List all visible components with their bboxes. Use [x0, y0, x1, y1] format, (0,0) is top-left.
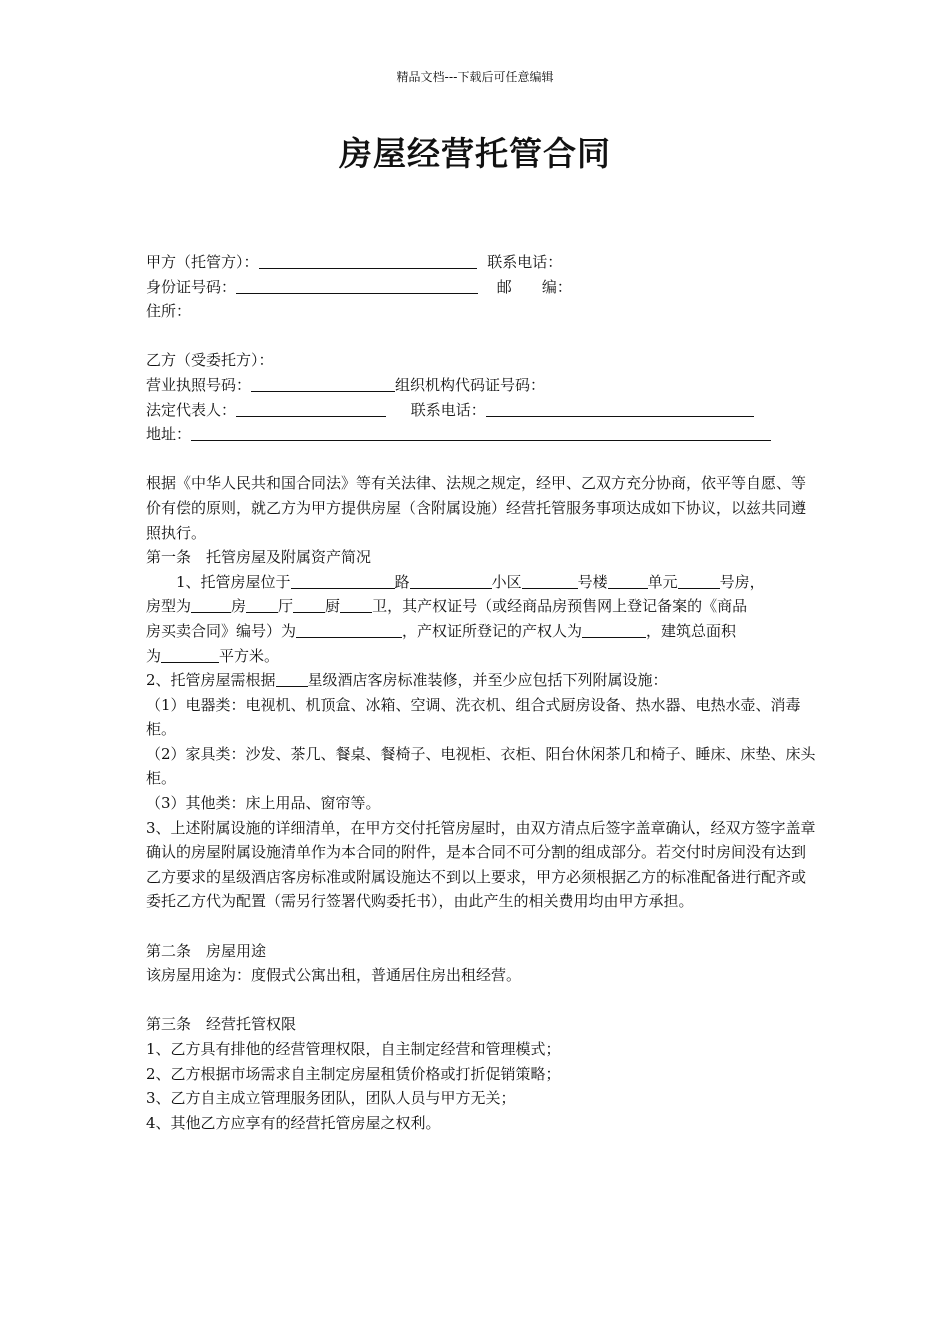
p1-text-area-prefix: 为	[146, 646, 162, 665]
p1-text-contract-no: 房买卖合同》编号）为	[146, 621, 297, 640]
bath-blank	[340, 595, 372, 613]
article-1-p2	[146, 668, 816, 693]
party-b-title: 乙方（受委托方）：	[146, 351, 274, 370]
p1-text-bedroom: 房	[231, 597, 247, 616]
party-a-post-label-2: 编：	[541, 277, 572, 296]
article-1-p3: 3、上述附属设施的详细清单，在甲方交付托管房屋时，由双方清点后签字盖章确认，经双方签字盖章确认的房屋附属设施清单作为本合同的附件，是本合同不可分割的组成部分。若交付时房间没有达到乙方要求的星级酒店客房标准或附属设施达不到以上要求，甲方必须根据乙方的标准配备进行配齐或委托乙方代为配置（需另行签署代购委托书），由此产生的相关费用均由甲方承担。	[146, 818, 816, 911]
article-3-item: 3、乙方自主成立管理服务团队，团队人员与甲方无关；	[146, 1089, 516, 1108]
p1-text-road: 路	[394, 572, 410, 591]
party-b-phone-blank	[486, 399, 754, 417]
p1-text-living: 厅	[278, 597, 294, 616]
party-b-org-code-label: 组织机构代码证号码：	[395, 375, 546, 394]
party-b-rep-label: 法定代表人：	[146, 400, 237, 419]
p2-text-start: 2、托管房屋需根据	[146, 671, 276, 690]
party-a-name-label: 甲方（托管方）：	[146, 253, 259, 271]
article-1-p1-line4	[146, 644, 816, 669]
owner-blank	[582, 620, 646, 638]
contract-no-blank	[296, 620, 402, 638]
bedroom-blank	[191, 595, 231, 613]
intro-paragraph: 根据《中华人民共和国合同法》等有关法律、法规之规定，经甲、乙双方充分协商，依平等自愿、等价有偿的原则，就乙方为甲方提供房屋（含附属设施）经营托管服务事项达成如下协议，以兹共同遵照执行。	[146, 474, 807, 542]
party-b-rep-row	[146, 398, 816, 423]
unit-blank	[608, 571, 648, 589]
party-a-id-blank	[236, 276, 478, 294]
party-b-license-label: 营业执照号码：	[146, 375, 252, 394]
article-3-item: 2、乙方根据市场需求自主制定房屋租赁价格或打折促销策略；	[146, 1064, 561, 1083]
article-1-p1-line1	[146, 570, 816, 595]
p1-text-location: 1、托管房屋位于	[176, 572, 291, 591]
party-a-id-row	[146, 275, 816, 300]
facility-item: （2）家具类：沙发、茶几、餐桌、餐椅子、电视柜、衣柜、阳台休闲茶几和椅子、睡床、床垫、床头柜。	[146, 744, 816, 788]
article-3-item: 4、其他乙方应享有的经营托管房屋之权利。	[146, 1113, 441, 1132]
p1-text-district: 小区	[491, 572, 522, 591]
article-1-p1-line2	[146, 594, 816, 619]
article-3-title: 第三条 经营托管权限	[146, 1015, 297, 1034]
party-b-license-blank	[251, 374, 395, 392]
p2-text-end: 星级酒店客房标准装修，并至少应包括下列附属设施：	[307, 671, 668, 690]
star-level-blank	[276, 669, 308, 687]
p1-text-unit: 单元	[647, 572, 678, 591]
party-b-address-row	[146, 422, 816, 447]
road-blank	[291, 571, 395, 589]
building-blank	[522, 571, 578, 589]
room-blank	[678, 571, 720, 589]
facility-item: （1）电器类：电视机、机顶盒、冰箱、空调、洗衣机、组合式厨房设备、热水器、电热水壶、消毒柜。	[146, 695, 801, 739]
p1-text-area: ，建筑总面积	[646, 621, 737, 640]
facility-item: （3）其他类：床上用品、窗帘等。	[146, 794, 381, 813]
living-blank	[246, 595, 278, 613]
party-b-address-label: 地址：	[146, 425, 192, 444]
article-2-text: 该房屋用途为：度假式公寓出租，普通居住房出租经营。	[146, 966, 522, 985]
party-b-phone-label: 联系电话：	[410, 400, 486, 419]
party-a-id-label: 身份证号码：	[146, 277, 237, 296]
p1-text-kitchen: 厨	[325, 597, 341, 616]
article-2-title: 第二条 房屋用途	[146, 941, 267, 960]
p1-text-area-unit: 平方米。	[219, 646, 280, 665]
contract-body	[146, 250, 816, 1135]
p1-text-building: 号楼	[577, 572, 608, 591]
p1-text-layout: 房型为	[146, 597, 192, 616]
party-b-address-blank	[191, 423, 771, 441]
party-a-name-blank	[259, 251, 477, 269]
area-blank	[161, 645, 219, 663]
party-a-post-label-1: 邮	[496, 277, 512, 296]
party-a-phone-label: 联系电话：	[487, 253, 563, 271]
document-title: 房屋经营托管合同	[339, 134, 611, 173]
party-b-license-row	[146, 373, 816, 398]
party-a-name-row	[146, 250, 816, 275]
page-header: 精品文档---下载后可任意编辑	[396, 70, 554, 84]
article-1-p1-line3	[146, 619, 816, 644]
p1-text-room: 号房，	[719, 572, 765, 591]
party-a-address-label: 住所：	[146, 302, 192, 321]
kitchen-blank	[293, 595, 325, 613]
p1-text-bath: 卫，其产权证号（或经商品房预售网上登记备案的《商品	[372, 597, 748, 616]
p1-text-owner: ，产权证所登记的产权人为	[402, 621, 583, 640]
party-b-rep-blank	[236, 399, 386, 417]
district-blank	[410, 571, 492, 589]
article-1-title: 第一条 托管房屋及附属资产简况	[146, 548, 372, 567]
article-3-item: 1、乙方具有排他的经营管理权限，自主制定经营和管理模式；	[146, 1040, 561, 1058]
